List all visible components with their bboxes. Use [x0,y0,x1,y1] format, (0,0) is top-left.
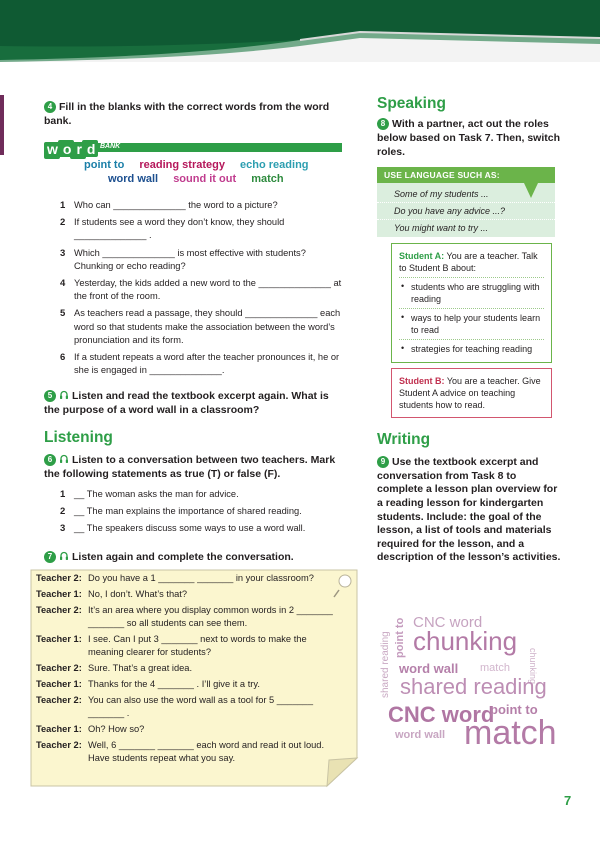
word-cloud-word: match [480,662,510,674]
word-cloud-word: chunking [528,648,538,685]
task-number-badge: 8 [377,118,389,130]
audio-icon [59,390,69,400]
true-false-statements [60,488,346,540]
student-a-text: You are a teacher. Talk to Student B about: [399,251,538,273]
word-cloud-word: shared reading [400,674,547,699]
list-item: 2 If students see a word they don’t know, they should ______________ . [60,217,285,241]
dialogue-line: Teacher 2: Well, 6 _______ _______ each word and read it out loud. Have students repeat what you say. [36,740,325,763]
task-5 [44,389,344,417]
list-item: • ways to help your students learn to read [399,308,544,339]
list-item: 1 Who can ______________ the word to a picture? [60,200,278,211]
task-6-instruction: Listen to a conversation between two teachers. Mark the following statements as true (T) or false (F). [44,454,336,480]
task-number-badge: 5 [44,390,56,402]
list-item: • students who are struggling with reading [399,277,544,308]
dialogue-line: Teacher 2: You can also use the word wall as a tool for 5 _______ _______ . [36,695,313,718]
word-cloud-word: point to [394,617,406,658]
task-8-instruction: With a partner, act out the roles below based on Task 7. Then, switch roles. [377,118,561,158]
dialogue-line: Teacher 1: Thanks for the 4 _______ . I’ll give it a try. [36,679,260,689]
word-bank [44,158,344,186]
useful-language-title: USE LANGUAGE SUCH AS: [377,167,555,183]
word-bank-item: point to [84,159,125,171]
listening-heading: Listening [44,429,113,446]
word-cloud-word: word wall [395,729,446,741]
task-number-badge: 6 [44,454,56,466]
dialogue-line: Teacher 1: No, I don’t. What’s that? [36,589,188,599]
word-cloud-word: word wall [399,661,459,676]
dialogue-line: Teacher 2: It’s an area where you display common words in 2 _______ _______ so all students can see them. [36,605,333,628]
student-a-label: Student A: [399,251,445,261]
task-number-badge: 4 [44,101,56,113]
word-bank-item: word wall [108,173,159,185]
dialogue-line: Teacher 2: Do you have a 1 _______ _______ in your classroom? [36,573,314,583]
student-b-card [391,368,552,418]
audio-icon [59,551,69,561]
task-4-instruction: Fill in the blanks with the correct words from the word bank. [44,101,330,127]
task-number-badge: 9 [377,456,389,468]
phrase-item: Do you have any advice ...? [377,202,555,219]
list-item: 6 If a student repeats a word after the teacher pronounces it, he or she is engaged in ______________. [60,352,340,376]
word-cloud [380,606,560,756]
list-item: 1 __ The woman asks the man for advice. [60,489,239,500]
fill-in-questions [60,199,346,381]
top-banner [0,0,600,62]
task-6 [44,453,344,481]
word-bank-item: reading strategy [139,159,225,171]
task-9-instruction: Use the textbook excerpt and conversation from Task 8 to complete a lesson plan overview for a reading lesson for kindergarten students. Include: the goal of the lesson, a list of tools and materials required for the lesson, and a description of the lesson’s activities. [377,456,561,564]
word-bank-item: sound it out [173,173,237,185]
list-item: • strategies for teaching reading [399,339,544,358]
task-5-instruction: Listen and read the textbook excerpt again. What is the purpose of a word wall in a classroom? [44,390,329,416]
dialogue-line: Teacher 1: I see. Can I put 3 _______ next to words to make the meaning clearer for students? [36,634,307,657]
word-cloud-word: shared reading [380,631,391,698]
list-item: 4 Yesterday, the kids added a new word to the ______________ at the front of the room. [60,278,342,302]
word-bank-logo-word: word [47,141,101,157]
word-bank-logo-bank: BANK [100,143,121,150]
task-9 [377,456,562,565]
side-tab [0,95,4,155]
student-a-card [391,243,552,363]
speaking-heading: Speaking [377,95,446,112]
audio-icon [59,454,69,464]
word-cloud-word: CNC word [413,614,483,631]
page-number: 7 [564,793,572,808]
word-cloud-word: match [464,714,557,752]
phrase-item: Some of my students ... [394,189,489,199]
student-b-text: You are a teacher. Give Student A advice on teaching students how to read. [399,376,541,410]
writing-heading: Writing [377,431,431,448]
word-cloud-word: chunking [413,626,518,656]
word-cloud-word: point to [490,702,538,717]
word-bank-item: match [251,173,284,185]
task-8 [377,117,562,159]
task-7 [44,550,344,564]
task-number-badge: 7 [44,551,56,563]
useful-language-box [377,167,555,237]
dialogue-line: Teacher 1: Oh? How so? [36,724,145,734]
conversation [36,572,336,768]
list-item: 5 As teachers read a passage, they should ______________ each word so that students make the association between the word’s pronunciation and its form. [60,308,341,345]
list-item: 2 __ The man explains the importance of shared reading. [60,506,302,518]
task-7-instruction: Listen again and complete the conversation. [72,551,294,563]
phrase-item: You might want to try ... [377,219,555,236]
callout-arrow [524,183,538,198]
word-cloud-word: CNC word [388,702,495,727]
task-4 [44,100,334,128]
dialogue-line: Teacher 2: Sure. That’s a great idea. [36,663,193,673]
word-bank-item: echo reading [240,159,309,171]
list-item: 3 __ The speakers discuss some ways to use a word wall. [60,523,306,535]
list-item: 3 Which ______________ is most effective with students? Chunking or echo reading? [60,247,306,271]
student-b-label: Student B: [399,376,445,386]
